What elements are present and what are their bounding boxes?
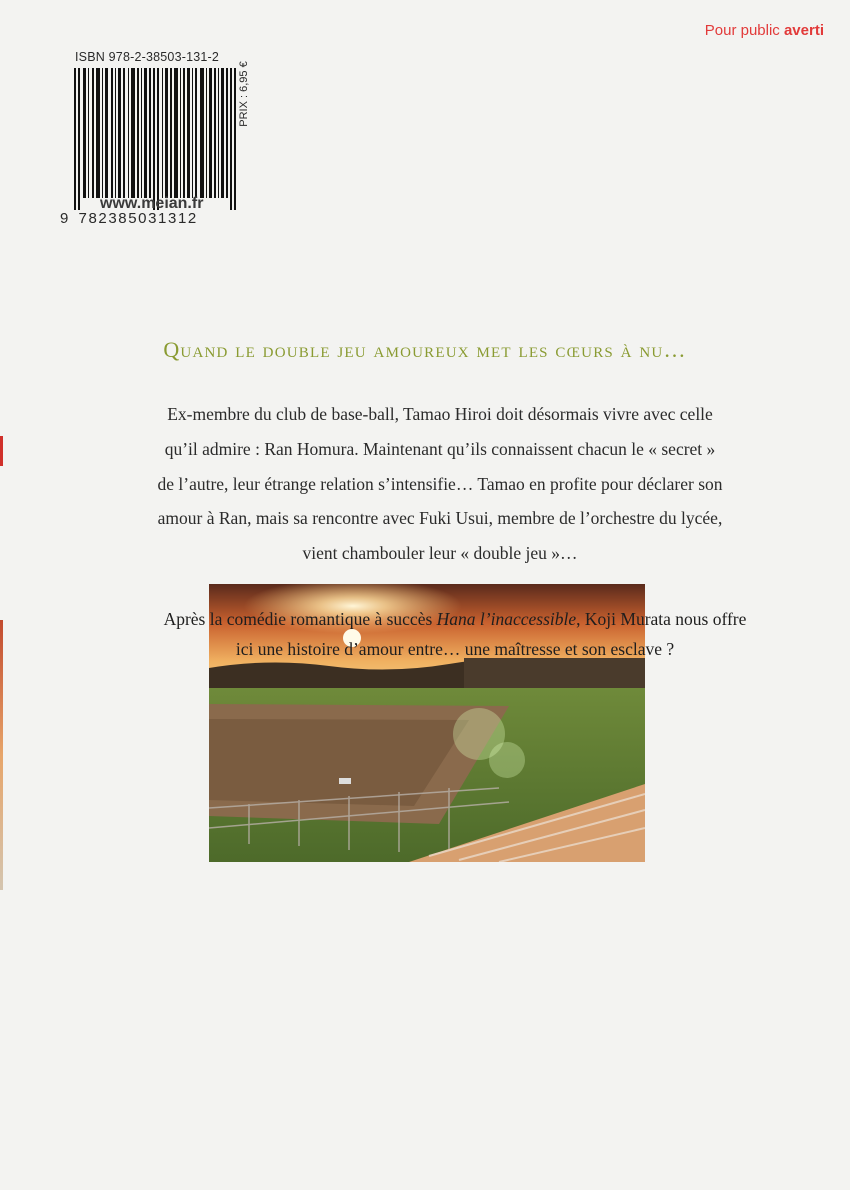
left-edge-color-strip <box>0 620 3 890</box>
blurb <box>140 604 770 664</box>
blurb-line-2: ici une histoire d’amour entre… une maîtresse et son esclave ? <box>235 639 675 659</box>
barcode-lead-digit: 9 <box>60 210 69 227</box>
publisher-website: www.meian.fr <box>100 195 204 212</box>
series-title: Hana l’inaccessible <box>436 609 577 629</box>
synopsis <box>140 397 740 571</box>
isbn-label: ISBN 978-2-38503-131-2 <box>75 50 220 64</box>
synopsis-line: vient chambouler leur « double jeu »… <box>302 543 578 564</box>
barcode-number: 782385031312 <box>78 210 198 227</box>
audience-rating <box>705 22 824 39</box>
synopsis-line: qu’il admire : Ran Homura. Maintenant qu’ils connaissent chacun le « secret » <box>164 438 716 459</box>
synopsis-line: amour à Ran, mais sa rencontre avec Fuki Usui, membre de l’orchestre du lycée, <box>157 508 723 529</box>
audience-emphasis: averti <box>783 22 824 39</box>
synopsis-line: de l’autre, leur étrange relation s’intensifie… Tamao en profite pour déclarer son <box>157 473 723 494</box>
tagline: Quand le double jeu amoureux met les cœurs à nu… <box>163 337 687 362</box>
blurb-text: Après la comédie romantique à succès <box>163 609 437 629</box>
barcode-icon <box>74 68 236 210</box>
blurb-text: , Koji Murata nous offre <box>576 609 747 629</box>
blurb-line-1 <box>140 604 770 634</box>
left-edge-red-mark <box>0 436 3 466</box>
audience-prefix: Pour public <box>704 22 780 39</box>
synopsis-line: Ex-membre du club de base-ball, Tamao Hiroi doit désormais vivre avec celle <box>167 404 713 424</box>
price-label: PRIX : 6,95 € <box>238 61 250 127</box>
